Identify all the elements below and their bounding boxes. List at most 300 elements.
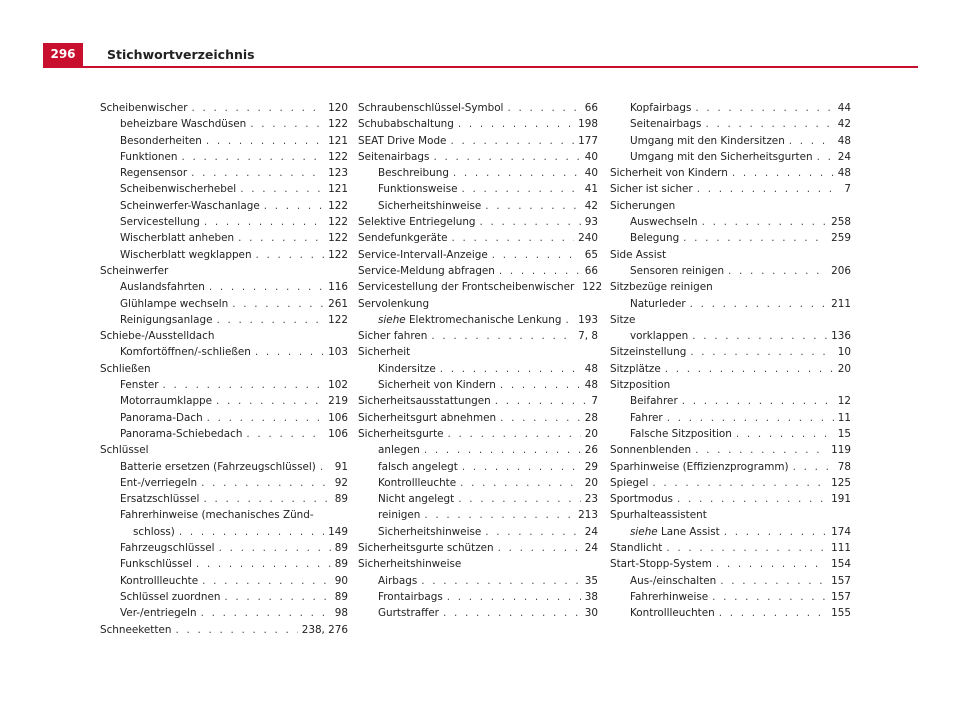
index-entry-label: [378, 165, 449, 181]
index-page-ref: 28: [584, 411, 598, 424]
section-title: Stichwortverzeichnis: [107, 47, 255, 62]
index-term: Gurtstraffer: [378, 607, 439, 620]
index-entry: [358, 426, 598, 442]
index-term: Sendefunkgeräte: [358, 232, 448, 245]
index-page-ref: 122: [328, 313, 348, 326]
index-term: SEAT Drive Mode: [358, 134, 447, 147]
index-entry-label: [378, 507, 420, 523]
dot-leader: [320, 459, 331, 475]
index-entry: [610, 459, 851, 475]
index-term: Frontairbags: [378, 590, 443, 603]
dot-leader: [201, 475, 331, 491]
index-entry-label: [100, 265, 168, 277]
index-column-2: [358, 100, 603, 622]
index-page-ref: 122: [328, 199, 348, 212]
index-entry: [610, 361, 851, 377]
index-page-ref: 26: [584, 444, 598, 457]
index-term: Sitzeinstellung: [610, 346, 687, 359]
dot-leader: [716, 556, 827, 572]
dot-leader: [498, 540, 581, 556]
index-page-ref: 20: [837, 362, 851, 375]
index-entry: [100, 410, 348, 426]
index-term: Besonderheiten: [120, 134, 202, 147]
index-column-3: [610, 100, 851, 622]
index-entry-label: [120, 279, 205, 295]
dot-leader: [216, 312, 324, 328]
index-heading: [358, 296, 598, 312]
dot-leader: [507, 100, 580, 116]
index-entry-label: [120, 149, 177, 165]
index-entry-label: [630, 214, 698, 230]
index-entry: [358, 524, 598, 540]
index-entry-label: [358, 247, 488, 263]
index-entry-label: [378, 524, 481, 540]
index-term: Schiebe-/Ausstelldach: [100, 330, 215, 343]
index-entry-label: [120, 165, 187, 181]
index-heading: [610, 507, 851, 523]
index-page-ref: 122: [582, 281, 603, 294]
index-heading: [100, 361, 348, 377]
index-entry-label: [630, 328, 688, 344]
index-entry-label: [610, 540, 662, 556]
see-reference: siehe: [630, 525, 658, 538]
index-page-ref: 20: [584, 427, 598, 440]
index-entry-label: [133, 524, 175, 540]
index-page-ref: 98: [334, 607, 348, 620]
page-number: 296: [43, 43, 83, 66]
header-rule: [43, 66, 918, 68]
index-page-ref: 24: [584, 525, 598, 538]
index-page-ref: 93: [584, 216, 598, 229]
index-entry-label: [100, 330, 214, 342]
index-term: Sicherheit von Kindern: [378, 379, 496, 392]
index-entry-label: [630, 100, 691, 116]
index-term: Sonnenblenden: [610, 444, 692, 457]
index-term: Motorraumklappe: [120, 395, 213, 408]
dot-leader: [181, 149, 324, 165]
index-entry-label: [120, 410, 203, 426]
index-term: Sicherungen: [610, 199, 676, 212]
index-term: Reinigungsanlage: [120, 313, 213, 326]
index-entry: [610, 540, 851, 556]
dot-leader: [690, 344, 833, 360]
index-entry: [358, 149, 598, 165]
dot-leader: [485, 524, 581, 540]
index-entry: [358, 165, 598, 181]
index-entry: [100, 377, 348, 393]
dot-leader: [565, 312, 574, 328]
index-entry-label: [100, 363, 151, 375]
index-term: Schneeketten: [100, 623, 172, 636]
dot-leader: [175, 622, 297, 638]
index-page-ref: 219: [328, 395, 348, 408]
index-page-ref: 174: [831, 525, 851, 538]
index-heading: [358, 556, 598, 572]
index-page-ref: 122: [328, 232, 348, 245]
index-entry-label: [630, 149, 813, 165]
index-entry: [358, 214, 598, 230]
index-term: Nicht angelegt: [378, 493, 455, 506]
index-entry: [358, 328, 598, 344]
index-entry: [358, 459, 598, 475]
dot-leader: [238, 230, 324, 246]
index-entry: [610, 426, 851, 442]
index-entry-label: [358, 100, 503, 116]
index-heading: [610, 312, 851, 328]
index-entry-label: [630, 426, 732, 442]
index-entry-label: [378, 377, 496, 393]
dot-leader: [695, 100, 833, 116]
index-term: Schubabschaltung: [358, 118, 454, 131]
index-entry: [610, 149, 851, 165]
index-entry-label: [610, 344, 686, 360]
index-term: vorklappen: [630, 330, 689, 343]
dot-leader: [462, 181, 581, 197]
index-entry: [358, 491, 598, 507]
index-page-ref: 24: [837, 150, 851, 163]
index-heading: [610, 247, 851, 263]
index-entry-label: [610, 379, 670, 391]
index-term: Standlicht: [610, 542, 663, 555]
dot-leader: [203, 491, 330, 507]
index-entry-label: [610, 442, 691, 458]
index-entry: [610, 410, 851, 426]
index-entry-label: [120, 426, 242, 442]
index-entry: [358, 442, 598, 458]
dot-leader: [256, 247, 325, 263]
index-entry-label: [120, 247, 252, 263]
dot-leader: [232, 296, 324, 312]
index-page-ref: 259: [831, 232, 851, 245]
dot-leader: [666, 540, 827, 556]
index-entry: [100, 133, 348, 149]
index-page-ref: 122: [328, 216, 348, 229]
dot-leader: [667, 410, 834, 426]
index-entry: [100, 573, 348, 589]
dot-leader: [485, 198, 581, 214]
index-term: Ersatzschlüssel: [120, 493, 200, 506]
index-page-ref: 102: [328, 379, 348, 392]
index-entry: [358, 393, 598, 409]
index-term: Panorama-Schiebedach: [120, 427, 243, 440]
index-entry: [100, 475, 348, 491]
index-entry-label: [610, 491, 673, 507]
dot-leader: [196, 556, 331, 572]
dot-leader: [207, 410, 325, 426]
dot-leader: [697, 181, 841, 197]
index-term: Schlüssel: [100, 444, 149, 457]
index-page-ref: 92: [334, 476, 348, 489]
index-entry-label: [120, 459, 316, 475]
index-term: Sportmodus: [610, 493, 673, 506]
dot-leader: [458, 116, 574, 132]
index-entry: [358, 540, 598, 556]
dot-leader: [652, 475, 827, 491]
index-heading: [610, 279, 851, 295]
index-page-ref: 48: [837, 167, 851, 180]
index-page-ref: 65: [584, 248, 598, 261]
dot-leader: [665, 361, 834, 377]
dot-leader: [460, 475, 581, 491]
index-term: Elektromechanische Lenkung: [408, 313, 562, 326]
index-term: Sicherheit: [358, 346, 411, 359]
index-entry: [100, 524, 348, 540]
index-entry-label: [358, 410, 496, 426]
index-entry: [358, 507, 598, 523]
index-entry-label: [378, 589, 443, 605]
index-page-ref: 42: [837, 118, 851, 131]
index-entry-label: [610, 361, 661, 377]
index-page-ref: 106: [328, 411, 348, 424]
index-entry-label: [630, 410, 663, 426]
index-term: Spurhalteassistent: [610, 509, 707, 522]
index-entry-label: [630, 573, 716, 589]
index-term: Falsche Sitzposition: [630, 427, 732, 440]
dot-leader: [424, 507, 574, 523]
index-term: Fenster: [120, 379, 159, 392]
index-entry-label: [610, 475, 648, 491]
index-page-ref: 7, 8: [578, 330, 598, 343]
see-reference: siehe: [378, 313, 406, 326]
index-entry: [610, 344, 851, 360]
index-entry: [100, 149, 348, 165]
index-term: Belegung: [630, 232, 680, 245]
index-term: Umgang mit den Kindersitzen: [630, 134, 785, 147]
index-page-ref: 30: [584, 607, 598, 620]
index-entry-label: [120, 296, 228, 312]
index-page-ref: 78: [837, 460, 851, 473]
index-entry: [100, 247, 348, 263]
index-term: Kindersitze: [378, 362, 436, 375]
index-page-ref: 193: [578, 313, 598, 326]
index-entry-label: [120, 377, 159, 393]
index-entry: [610, 263, 851, 279]
index-page-ref: 206: [831, 264, 851, 277]
index-entry-label: [120, 491, 199, 507]
dot-leader: [450, 133, 574, 149]
index-term: Airbags: [378, 574, 418, 587]
index-entry-label: [630, 263, 724, 279]
dot-leader: [224, 589, 330, 605]
index-term: Sitzposition: [610, 379, 671, 392]
index-page-ref: 121: [328, 183, 348, 196]
index-entry-label: [610, 165, 728, 181]
index-term: anlegen: [378, 444, 420, 457]
index-term: Sicherheit von Kindern: [610, 167, 728, 180]
index-term: Auslandsfahrten: [120, 281, 205, 294]
index-entry-label: [630, 605, 715, 621]
index-page-ref: 23: [584, 493, 598, 506]
dot-leader: [443, 605, 581, 621]
index-page-ref: 12: [837, 395, 851, 408]
index-entry-label: [610, 249, 666, 261]
index-entry-label: [120, 198, 260, 214]
index-page-ref: 119: [831, 444, 851, 457]
index-term: Schlüssel zuordnen: [120, 590, 221, 603]
index-entry: [358, 247, 598, 263]
index-term: Umgang mit den Sicherheitsgurten: [630, 150, 813, 163]
index-entry-label: [358, 298, 429, 310]
index-entry: [100, 540, 348, 556]
index-page-ref: 48: [584, 379, 598, 392]
index-page-ref: 120: [328, 102, 348, 114]
index-term: Funktionen: [120, 150, 178, 163]
index-entry-label: [378, 475, 456, 491]
index-entry: [100, 344, 348, 360]
index-entry-label: [358, 540, 494, 556]
dot-leader: [719, 605, 827, 621]
index-term: Fahrerhinweise: [630, 590, 709, 603]
index-term: Funkschlüssel: [120, 558, 192, 571]
dot-leader: [683, 230, 827, 246]
index-page-ref: 155: [831, 607, 851, 620]
dot-leader: [480, 214, 581, 230]
index-entry-label: [378, 198, 481, 214]
index-term: Scheinwerfer-Waschanlage: [120, 199, 260, 212]
index-page-ref: 157: [831, 590, 851, 603]
dot-leader: [192, 100, 325, 116]
index-entry: [610, 181, 851, 197]
index-term: Funktionsweise: [378, 183, 458, 196]
dot-leader: [209, 279, 324, 295]
index-entry: [358, 312, 598, 328]
dot-leader: [246, 426, 324, 442]
index-entry: [610, 165, 851, 181]
index-page-ref: 48: [837, 134, 851, 147]
index-page-ref: 149: [328, 525, 348, 538]
dot-leader: [705, 116, 833, 132]
index-page-ref: 89: [334, 493, 348, 506]
index-term: Batterie ersetzen (Fahrzeugschlüssel): [120, 460, 316, 473]
index-page-ref: 35: [584, 574, 598, 587]
index-page-ref: 213: [578, 509, 598, 522]
index-page-ref: 177: [578, 134, 598, 147]
index-entry: [610, 491, 851, 507]
dot-leader: [202, 573, 331, 589]
index-heading: [100, 442, 348, 458]
index-term: falsch angelegt: [378, 460, 458, 473]
dot-leader: [702, 214, 828, 230]
dot-leader: [492, 247, 581, 263]
index-term: Kontrollleuchte: [378, 476, 457, 489]
dot-leader: [191, 165, 324, 181]
index-entry-label: [100, 444, 148, 456]
index-page-ref: 191: [831, 493, 851, 506]
index-entry-label: [610, 556, 712, 572]
index-term: Sicherheitsgurt abnehmen: [358, 411, 497, 424]
index-term: Sicherheitsgurte: [358, 427, 444, 440]
index-entry-label: [358, 279, 574, 295]
index-page-ref: 48: [584, 362, 598, 375]
index-page-ref: 41: [584, 183, 598, 196]
index-entry: [358, 605, 598, 621]
dot-leader: [724, 524, 827, 540]
index-term: Fahrzeugschlüssel: [120, 542, 215, 555]
index-page-ref: 136: [831, 330, 851, 343]
index-page-ref: 89: [334, 558, 348, 571]
index-entry: [358, 410, 598, 426]
index-entry-label: [120, 540, 215, 556]
index-entry: [100, 622, 348, 638]
index-entry-label: [358, 558, 461, 570]
dot-leader: [682, 393, 834, 409]
index-entry: [100, 589, 348, 605]
index-term: Sicher fahren: [358, 330, 428, 343]
index-entry: [610, 475, 851, 491]
dot-leader: [264, 198, 324, 214]
index-entry-label: [120, 509, 314, 521]
index-entry-label: [378, 181, 458, 197]
index-term: Sicherheitshinweise: [358, 558, 462, 571]
dot-leader: [206, 133, 324, 149]
index-entry: [610, 605, 851, 621]
index-term: Sicher ist sicher: [610, 183, 693, 196]
index-entry-label: [120, 344, 251, 360]
index-term: Fahrer: [630, 411, 663, 424]
index-heading: [100, 263, 348, 279]
index-heading: [100, 507, 348, 523]
index-entry: [610, 100, 851, 116]
index-entry-label: [630, 296, 686, 312]
dot-leader: [448, 426, 581, 442]
index-term: Sicherheitsausstattungen: [358, 395, 491, 408]
index-page-ref: 15: [837, 427, 851, 440]
index-page-ref: 40: [584, 167, 598, 180]
index-entry-label: [378, 459, 458, 475]
index-entry-label: [120, 133, 202, 149]
index-term: Kopfairbags: [630, 102, 692, 114]
index-entry: [100, 198, 348, 214]
index-entry-label: [120, 393, 212, 409]
index-page-ref: 157: [831, 574, 851, 587]
index-term: Kontrollleuchte: [120, 574, 199, 587]
index-entry: [358, 230, 598, 246]
dot-leader: [440, 361, 581, 377]
index-entry: [100, 181, 348, 197]
index-entry-label: [358, 426, 444, 442]
index-entry: [358, 589, 598, 605]
index-page-ref: 10: [837, 346, 851, 359]
index-term: Scheibenwischer: [100, 102, 188, 114]
index-entry: [358, 573, 598, 589]
index-page-ref: 106: [328, 427, 348, 440]
index-entry: [358, 279, 603, 295]
index-term: Wischerblatt wegklappen: [120, 248, 252, 261]
index-entry-label: [630, 230, 679, 246]
dot-leader: [240, 181, 324, 197]
index-page-ref: 111: [831, 542, 851, 555]
index-entry-label: [120, 605, 197, 621]
dot-leader: [695, 442, 827, 458]
index-entry-label: [610, 200, 675, 212]
index-entry: [358, 198, 598, 214]
index-page-ref: 89: [334, 590, 348, 603]
index-term: beheizbare Waschdüsen: [120, 118, 247, 131]
index-term: Sparhinweise (Effizienzprogramm): [610, 460, 789, 473]
index-entry-label: [120, 475, 197, 491]
index-term: Start-Stopp-System: [610, 558, 712, 571]
index-page-ref: 7: [844, 183, 851, 196]
dot-leader: [179, 524, 324, 540]
dot-leader: [421, 573, 581, 589]
index-page-ref: 154: [831, 558, 851, 571]
index-entry: [100, 393, 348, 409]
index-entry: [100, 556, 348, 572]
dot-leader: [216, 393, 324, 409]
index-entry: [610, 556, 851, 572]
index-page-ref: 122: [328, 118, 348, 131]
dot-leader: [452, 230, 575, 246]
